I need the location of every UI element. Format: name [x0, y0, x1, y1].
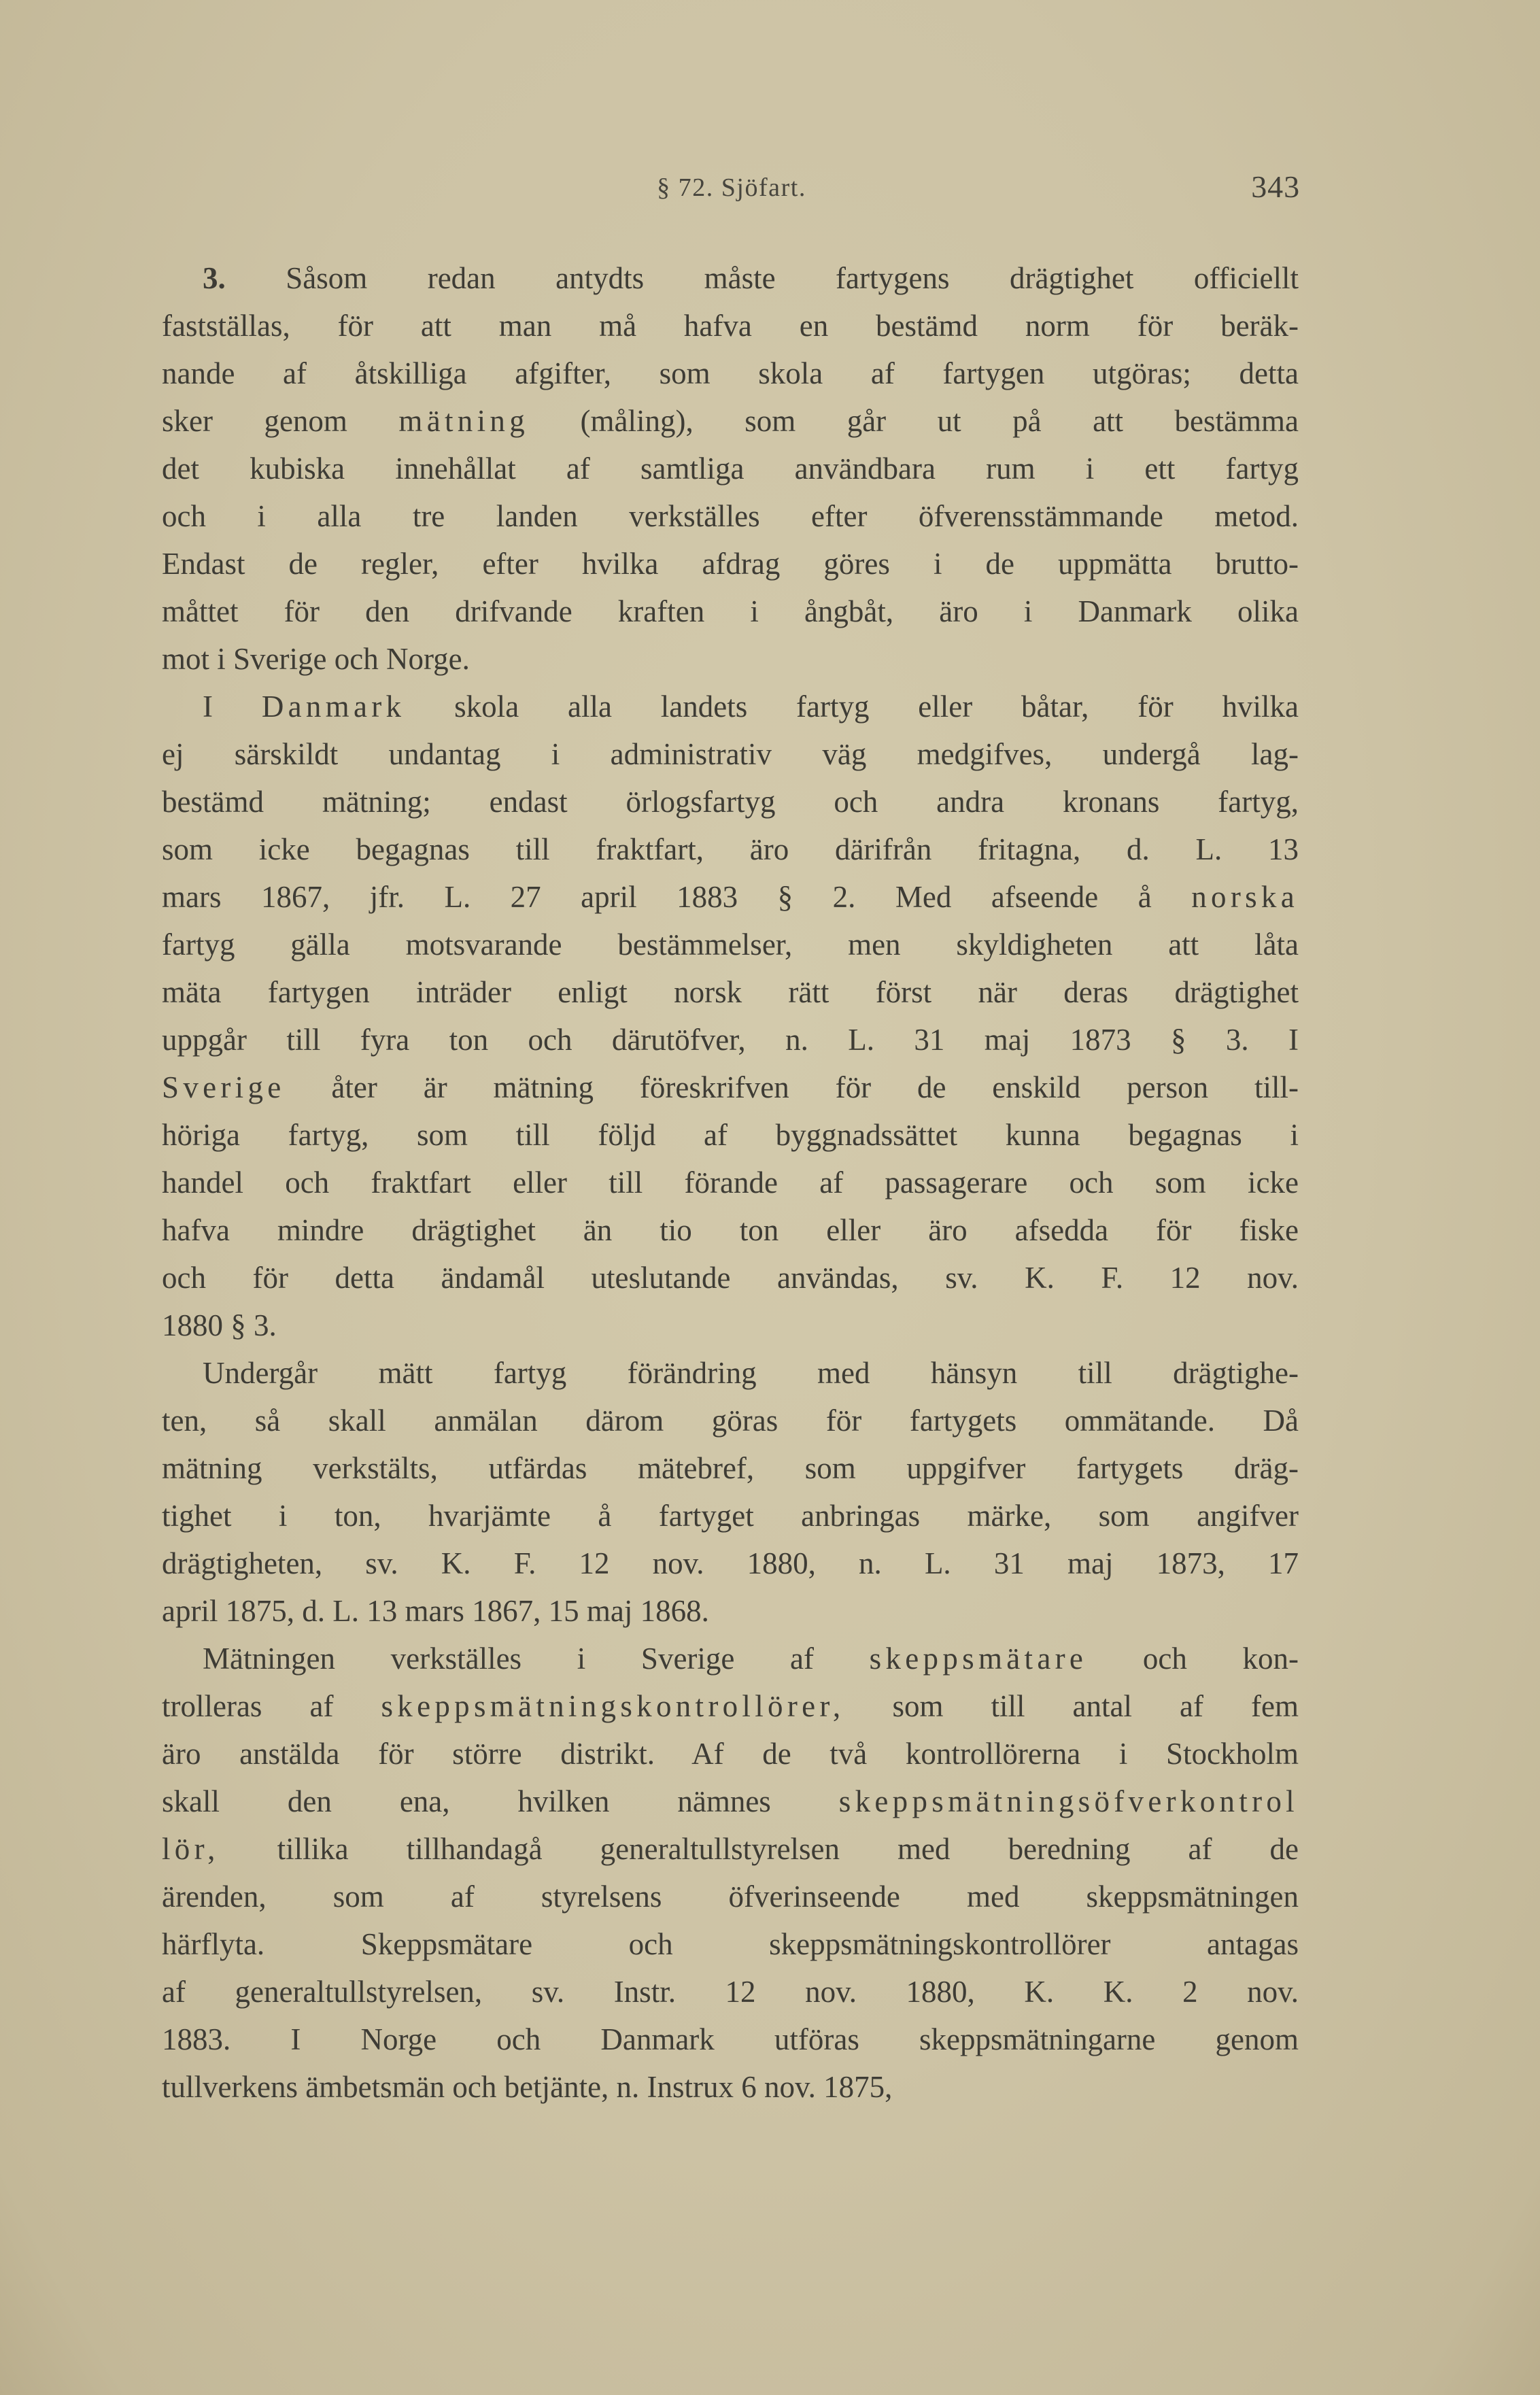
- text-line: [162, 1778, 1299, 1825]
- page-header: [163, 169, 1300, 209]
- text-line: [162, 873, 1299, 921]
- text-segment: Mätningen verkställes i Sverige af: [203, 1642, 870, 1676]
- text-line: [162, 1730, 1299, 1778]
- text-line: [162, 1159, 1299, 1206]
- text-line: [162, 1064, 1299, 1111]
- paragraph: [162, 1635, 1299, 2111]
- text-line: [162, 1873, 1299, 1920]
- text-line: [162, 302, 1299, 350]
- text-segment: bestämd mätning; endast örlogsfartyg och andra kronans fartyg,: [162, 785, 1299, 819]
- text-segment: tillika tillhandagå generaltullstyrelsen med beredning af de: [219, 1832, 1299, 1866]
- text-segment: tighet i ton, hvarjämte å fartyget anbringas märke, som angifver: [162, 1499, 1299, 1533]
- text-line: [162, 1587, 1299, 1635]
- section-heading: § 72. Sjöfart.: [657, 173, 806, 202]
- text-segment: mätning verkstälts, utfärdas mätebref, som uppgifver fartygets dräg-: [162, 1451, 1299, 1485]
- text-segment: som icke begagnas till fraktfart, äro därifrån fritagna, d. L. 13: [162, 832, 1299, 866]
- text-line: [162, 1682, 1299, 1730]
- text-line: [162, 1397, 1299, 1444]
- text-segment: fartyg gälla motsvarande bestämmelser, men skyldigheten att låta: [162, 928, 1299, 962]
- text-segment: mars 1867, jfr. L. 27 april 1883 § 2. Med afseende å: [162, 880, 1192, 914]
- text-line: [162, 2016, 1299, 2063]
- text-segment: som till antal af fem: [844, 1689, 1299, 1723]
- text-line: [162, 492, 1299, 540]
- text-segment: måttet för den drifvande kraften i ångbåt, äro i Danmark olika: [162, 594, 1299, 628]
- text-line: [162, 540, 1299, 588]
- text-segment: skola alla landets fartyg eller båtar, för hvilka: [405, 690, 1299, 724]
- text-segment: ten, så skall anmälan därom göras för fartygets ommätande. Då: [162, 1404, 1299, 1438]
- text-segment: april 1875, d. L. 13 mars 1867, 15 maj 1868.: [162, 1594, 709, 1628]
- text-segment: Undergår mätt fartyg förändring med hänsyn till drägtighe-: [203, 1356, 1299, 1390]
- text-segment: I: [203, 690, 262, 724]
- text-segment: 1880 § 3.: [162, 1308, 277, 1342]
- letterspaced-text: mätning: [398, 404, 530, 438]
- text-segment: drägtigheten, sv. K. F. 12 nov. 1880, n. L. 31 maj 1873, 17: [162, 1546, 1299, 1580]
- text-line: [162, 683, 1299, 730]
- text-line: [162, 397, 1299, 445]
- text-segment: det kubiska innehållat af samtliga användbara rum i ett fartyg: [162, 452, 1299, 486]
- text-segment: 3.: [203, 261, 226, 295]
- text-segment: Såsom redan antydts måste fartygens drägtighet officiellt: [225, 261, 1299, 295]
- paragraph: [162, 1349, 1299, 1635]
- text-line: [162, 1016, 1299, 1064]
- text-line: [162, 1111, 1299, 1159]
- text-segment: Endast de regler, efter hvilka afdrag göres i de uppmätta brutto-: [162, 547, 1299, 581]
- text-line: [162, 778, 1299, 826]
- paragraph: [162, 254, 1299, 683]
- text-line: [162, 1349, 1299, 1397]
- text-line: [162, 1920, 1299, 1968]
- text-line: [162, 968, 1299, 1016]
- text-segment: åter är mätning föreskrifven för de enskild person till-: [285, 1070, 1299, 1104]
- text-segment: mot i Sverige och Norge.: [162, 642, 470, 676]
- letterspaced-text: skeppsmätningsöfverkontrol: [838, 1784, 1299, 1818]
- letterspaced-text: lör,: [162, 1832, 220, 1866]
- text-line: [162, 2063, 1299, 2111]
- text-segment: ej särskildt undantag i administrativ väg medgifves, undergå lag-: [162, 737, 1299, 771]
- text-segment: trolleras af: [162, 1689, 381, 1723]
- text-line: [162, 588, 1299, 635]
- text-line: [162, 1206, 1299, 1254]
- text-segment: af generaltullstyrelsen, sv. Instr. 12 nov. 1880, K. K. 2 nov.: [162, 1975, 1299, 2009]
- text-segment: nande af åtskilliga afgifter, som skola af fartygen utgöras; detta: [162, 356, 1299, 390]
- text-line: [162, 921, 1299, 968]
- text-segment: och kon-: [1087, 1642, 1299, 1676]
- text-segment: sker genom: [162, 404, 399, 438]
- text-segment: uppgår till fyra ton och därutöfver, n. L. 31 maj 1873 § 3. I: [162, 1023, 1299, 1057]
- text-line: [162, 1540, 1299, 1587]
- text-line: [162, 350, 1299, 397]
- text-segment: mäta fartygen inträder enligt norsk rätt först när deras drägtighet: [162, 975, 1299, 1009]
- text-line: [162, 254, 1299, 302]
- text-segment: äro anstälda för större distrikt. Af de två kontrollörerna i Stockholm: [162, 1737, 1299, 1771]
- text-line: [162, 1302, 1299, 1349]
- text-line: [162, 1492, 1299, 1540]
- text-segment: skall den ena, hvilken nämnes: [162, 1784, 839, 1818]
- text-block: [162, 254, 1299, 2111]
- text-line: [162, 730, 1299, 778]
- text-line: [162, 826, 1299, 873]
- letterspaced-text: Sverige: [162, 1070, 286, 1104]
- text-line: [162, 1635, 1299, 1682]
- text-segment: hafva mindre drägtighet än tio ton eller äro afsedda för fiske: [162, 1213, 1299, 1247]
- letterspaced-text: Danmark: [261, 690, 406, 724]
- letterspaced-text: skeppsmätningskontrollörer,: [381, 1689, 845, 1723]
- text-segment: 1883. I Norge och Danmark utföras skeppsmätningarne genom: [162, 2022, 1299, 2056]
- text-segment: handel och fraktfart eller till förande af passagerare och som icke: [162, 1166, 1299, 1200]
- text-segment: tullverkens ämbetsmän och betjänte, n. Instrux 6 nov. 1875,: [162, 2070, 893, 2104]
- text-line: [162, 1968, 1299, 2016]
- text-line: [162, 1825, 1299, 1873]
- paragraph: [162, 683, 1299, 1349]
- text-segment: (måling), som går ut på att bestämma: [529, 404, 1299, 438]
- letterspaced-text: norska: [1191, 880, 1299, 914]
- text-line: [162, 445, 1299, 492]
- text-segment: höriga fartyg, som till följd af byggnadssättet kunna begagnas i: [162, 1118, 1299, 1152]
- text-segment: härflyta. Skeppsmätare och skeppsmätningskontrollörer antagas: [162, 1927, 1299, 1961]
- text-line: [162, 1444, 1299, 1492]
- text-line: [162, 635, 1299, 683]
- letterspaced-text: skeppsmätare: [869, 1642, 1088, 1676]
- text-segment: fastställas, för att man må hafva en bestämd norm för beräk-: [162, 309, 1299, 343]
- text-segment: ärenden, som af styrelsens öfverinseende med skeppsmätningen: [162, 1880, 1299, 1914]
- text-segment: och i alla tre landen verkställes efter öfverensstämmande metod.: [162, 499, 1299, 533]
- text-line: [162, 1254, 1299, 1302]
- text-segment: och för detta ändamål uteslutande användas, sv. K. F. 12 nov.: [162, 1261, 1299, 1295]
- page-number: 343: [1251, 169, 1300, 204]
